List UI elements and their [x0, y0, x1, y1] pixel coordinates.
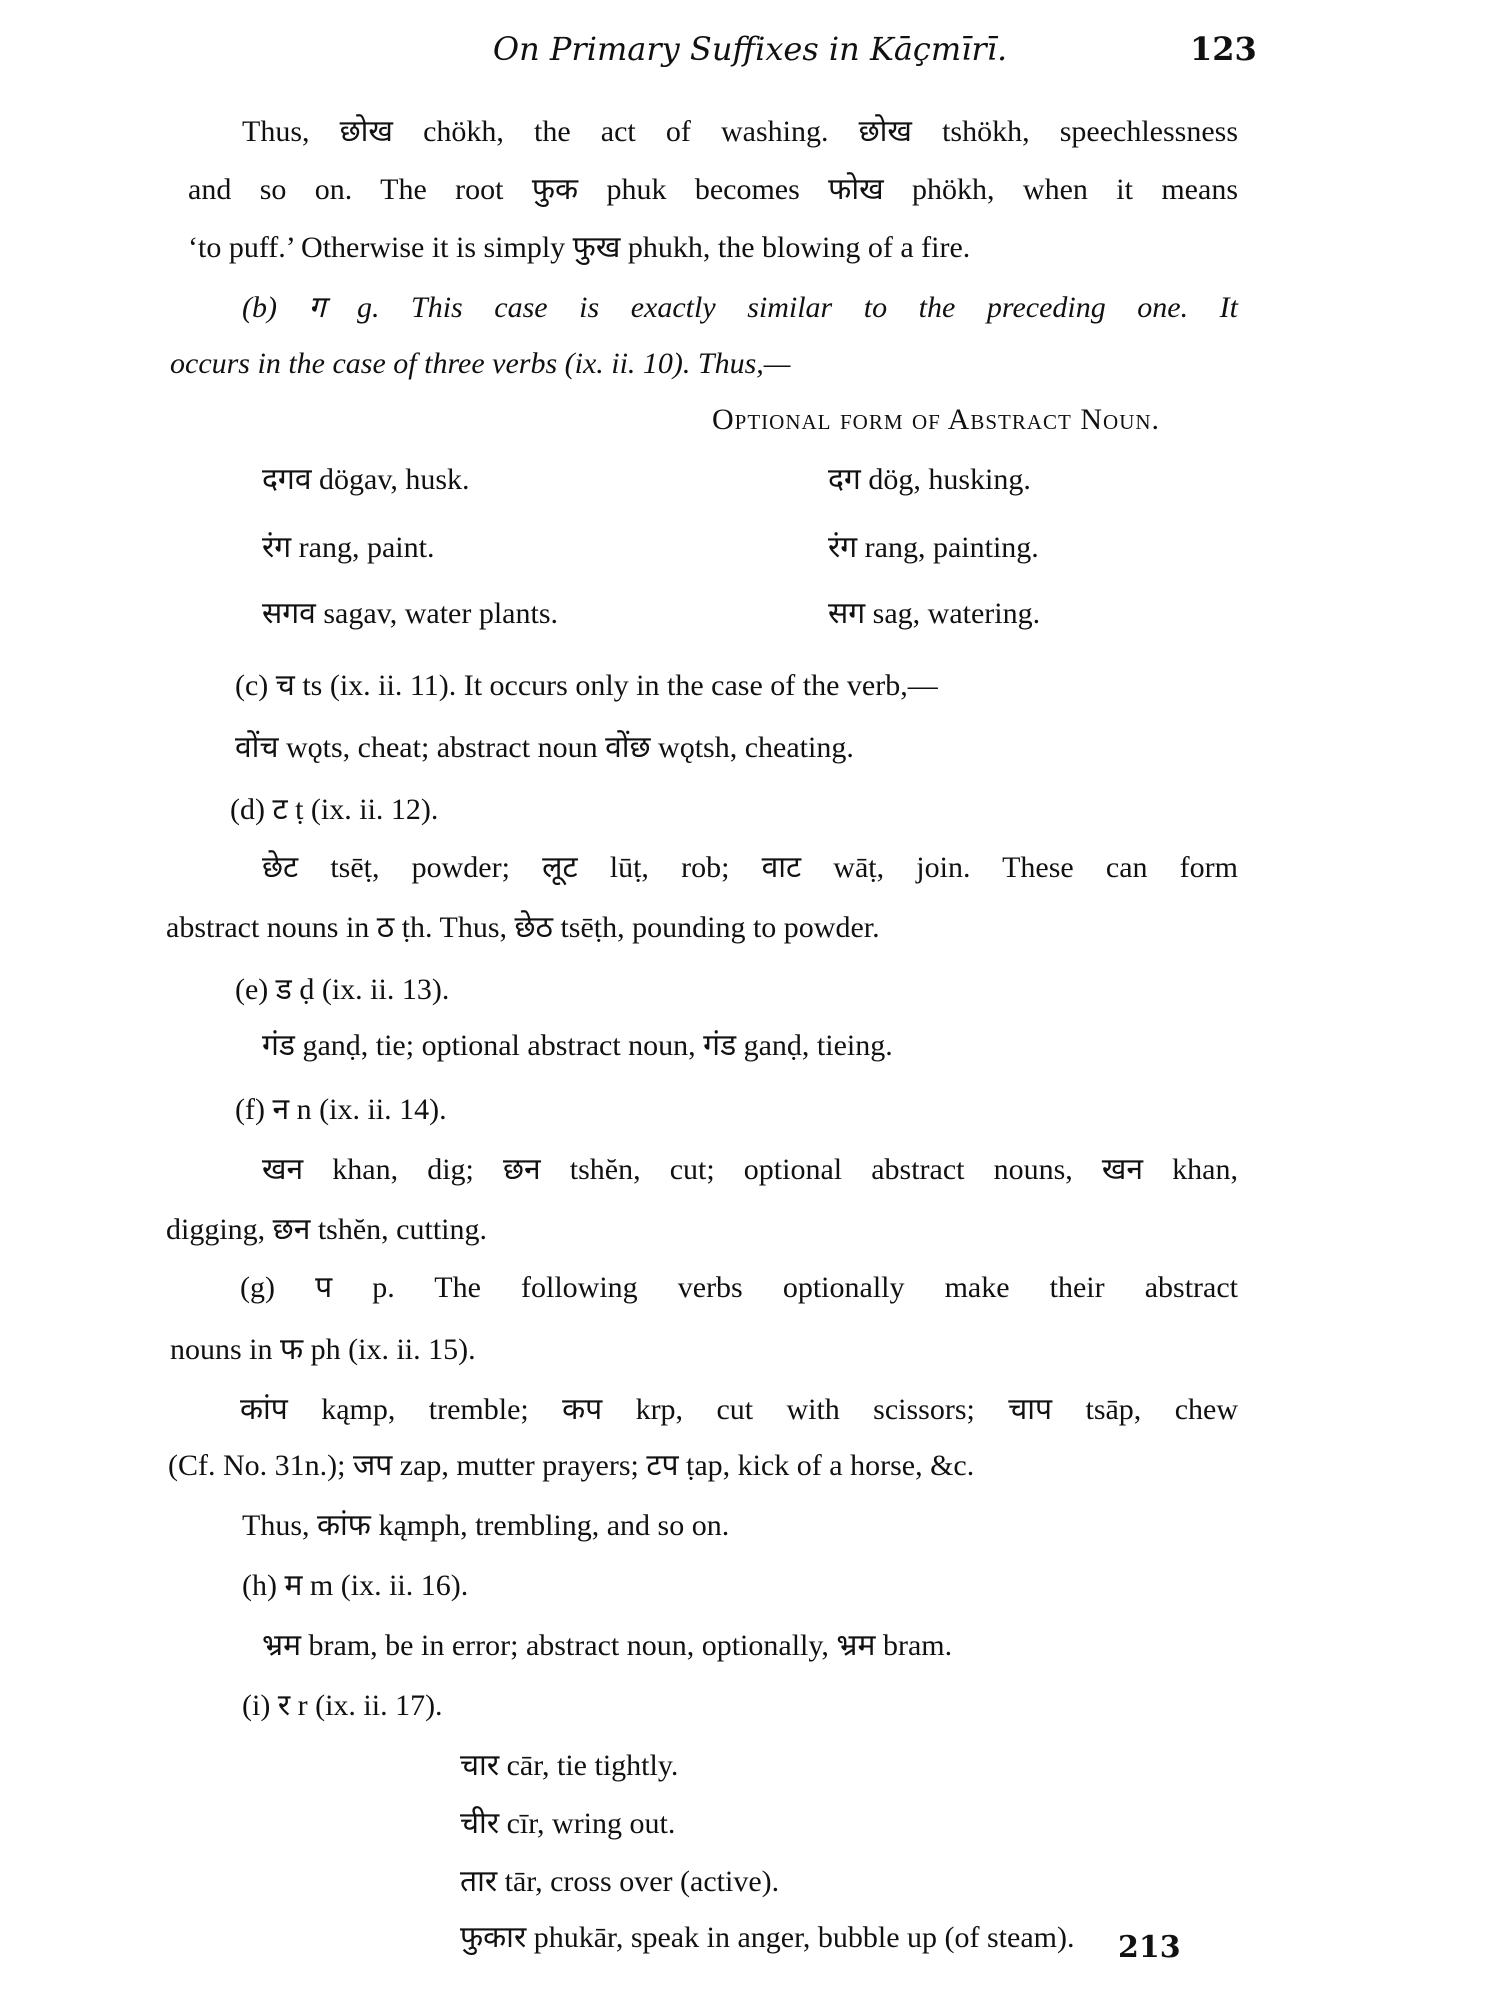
text-line: occurs in the case of three verbs (ix. ii. 10). Thus,— [170, 347, 791, 380]
verb-entry: तार tār, cross over (active). [460, 1865, 780, 1898]
text-line: Thus, छोख chökh, the act of washing. छोख tshökh, speechlessness [242, 115, 1238, 148]
section-h: (h) म m (ix. ii. 16). [242, 1569, 469, 1602]
verb-entry: सगव sagav, water plants. [262, 597, 558, 630]
text-line: गंड ganḍ, tie; optional abstract noun, गंड ganḍ, tieing. [262, 1029, 893, 1062]
text-line: छेट tsēṭ, powder; लूट lūṭ, rob; वाट wāṭ, join. These can form [262, 851, 1238, 884]
text-line: abstract nouns in ठ ṭh. Thus, छेठ tsēṭh, pounding to powder. [166, 911, 880, 944]
text-line: (b) ग g. This case is exactly similar to the preceding one. It [242, 291, 1238, 324]
section-c: (c) च ts (ix. ii. 11). It occurs only in the case of the verb,— [235, 669, 938, 702]
text-line: and so on. The root फुक phuk becomes फोख phökh, when it means [188, 173, 1238, 206]
folio-number: 213 [1118, 1930, 1181, 1965]
text-line: वोंच wǫts, cheat; abstract noun वोंछ wǫtsh, cheating. [235, 731, 854, 764]
text-line: nouns in फ ph (ix. ii. 15). [170, 1333, 476, 1366]
page-number: 123 [1190, 30, 1257, 68]
abstract-noun-entry: सग sag, watering. [828, 597, 1041, 630]
text-line: (Cf. No. 31n.); जप zap, mutter prayers; टप ṭap, kick of a horse, &c. [168, 1449, 975, 1482]
section-f: (f) न n (ix. ii. 14). [235, 1093, 447, 1126]
table-heading: Optional form of Abstract Noun. [712, 403, 1161, 436]
verb-entry: रंग rang, paint. [262, 531, 435, 564]
verb-entry: चीर cīr, wring out. [460, 1807, 676, 1840]
text-line: कांप kąmp, tremble; कप krp, cut with scissors; चाप tsāp, chew [240, 1393, 1238, 1426]
text-line: भ्रम bram, be in error; abstract noun, optionally, भ्रम bram. [262, 1629, 953, 1662]
section-i: (i) र r (ix. ii. 17). [242, 1689, 443, 1722]
text-line: Thus, कांफ kąmph, trembling, and so on. [242, 1509, 730, 1542]
verb-entry: दगव dögav, husk. [262, 463, 470, 496]
running-title: On Primary Suffixes in Kāçmīrī. [492, 30, 1008, 68]
abstract-noun-entry: दग dög, husking. [828, 463, 1031, 496]
text-line: digging, छन tshĕn, cutting. [166, 1213, 487, 1246]
verb-entry: चार cār, tie tightly. [460, 1749, 679, 1782]
text-line: खन khan, dig; छन tshĕn, cut; optional abstract nouns, खन khan, [262, 1153, 1238, 1186]
abstract-noun-entry: रंग rang, painting. [828, 531, 1039, 564]
text-line: ‘to puff.’ Otherwise it is simply फुख phukh, the blowing of a fire. [188, 231, 971, 264]
section-e: (e) ड ḍ (ix. ii. 13). [235, 973, 450, 1006]
section-d: (d) ट ṭ (ix. ii. 12). [230, 793, 439, 826]
verb-entry: फुकार phukār, speak in anger, bubble up (of steam). [460, 1921, 1075, 1954]
section-g: (g) प p. The following verbs optionally make their abstract [240, 1271, 1238, 1304]
